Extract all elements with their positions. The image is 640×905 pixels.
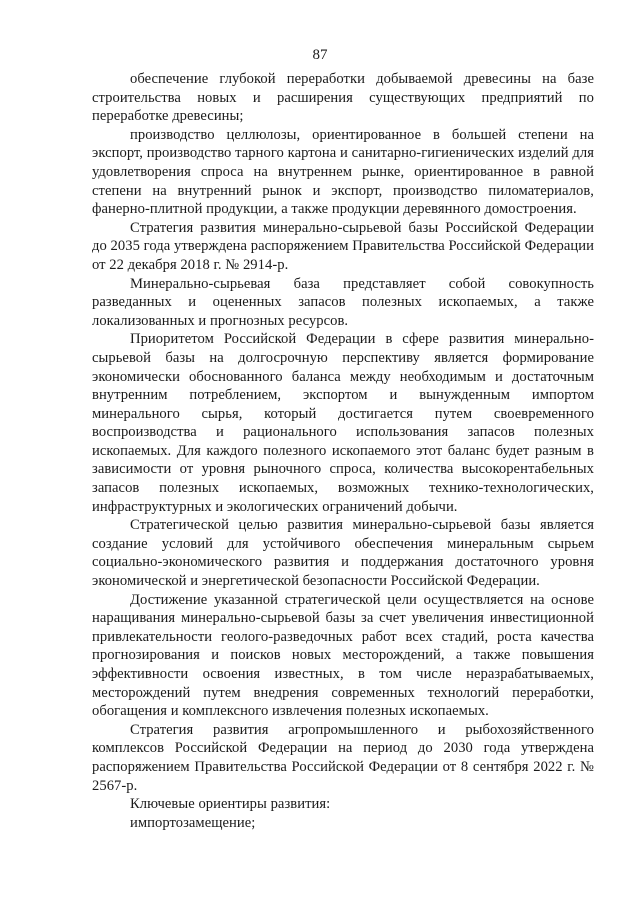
paragraph-mineral-strategy: Стратегия развития минерально-сырьевой базы Российской Федерации до 2035 года утверждена распоряжением Правительства Российской Федерации от 22 декабря 2018 г. № 2914-р. bbox=[92, 219, 594, 273]
paragraph-strategic-goal: Стратегической целью развития минерально-сырьевой базы является создание условий для устойчивого обеспечения минеральным сырьем социально-экономического развития и поддержания достаточного уровня экономической и энергетической безопасности Российской Федерации. bbox=[92, 517, 594, 590]
paragraph-goal-achievement: Достижение указанной стратегической цели осуществляется на основе наращивания минерально-сырьевой базы за счет увеличения инвестиционной привлекательности геолого-разведочных работ всех стадий, роста качества прогнозирования и поисков новых месторождений, а также повышения эффективности освоения известных, в том числе неразрабатываемых, месторождений путем внедрения современных технологий переработки, обогащения и комплексного извлечения полезных ископаемых. bbox=[92, 591, 594, 720]
paragraph-cellulose: производство целлюлозы, ориентированное в большей степени на экспорт, производство тарного картона и санитарно-гигиенических изделий для удовлетворения спроса на внутреннем рынке, ориентированное в равной степени на внутренний рынок и экспорт, производство пиломатериалов, фанерно-плитной продукции, а также продукции деревянного домостроения. bbox=[92, 126, 594, 218]
paragraph-agro-strategy: Стратегия развития агропромышленного и рыбохозяйственного комплексов Российской Федерации на период до 2030 года утверждена распоряжением Правительства Российской Федерации от 8 сентября 2022 г. № 2567-р. bbox=[92, 721, 594, 794]
paragraph-key-guidelines: Ключевые ориентиры развития: bbox=[130, 796, 331, 813]
paragraph-mineral-base: Минерально-сырьевая база представляет собой совокупность разведанных и оцененных запасов полезных ископаемых, а также локализованных и прогнозных ресурсов. bbox=[92, 275, 594, 329]
paragraph-priority: Приоритетом Российской Федерации в сфере развития минерально-сырьевой базы на долгосрочную перспективу является формирование экономически обоснованного баланса между необходимым и достаточным внутренним потреблением, экспортом и вынужденным импортом минерального сырья, который достигается путем своевременного воспроизводства и рационального использования запасов полезных ископаемых. Для каждого полезного ископаемого этот баланс будет разным в зависимости от уровня рыночного спроса, количества высокорентабельных запасов полезных ископаемых, возможных технико-технологических, инфраструктурных и экологических ограничений добычи. bbox=[92, 331, 594, 515]
page-number: 87 bbox=[312, 47, 328, 63]
document-body bbox=[92, 70, 594, 832]
paragraph-import-substitution: импортозамещение; bbox=[130, 814, 256, 831]
paragraph-wood-processing: обеспечение глубокой переработки добываемой древесины на базе строительства новых и расширения существующих предприятий по переработке древесины; bbox=[92, 71, 594, 125]
